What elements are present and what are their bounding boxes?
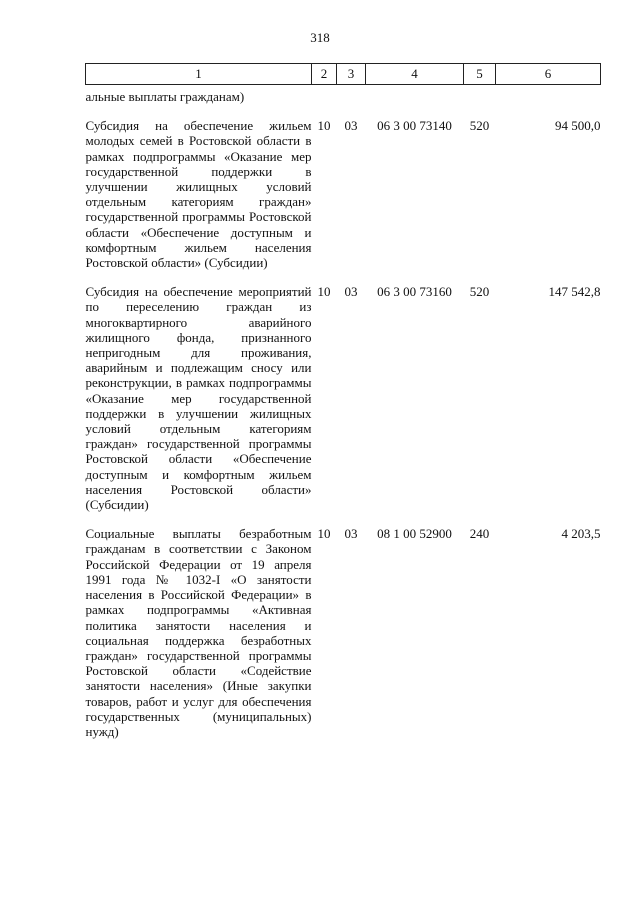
table-row <box>86 104 601 270</box>
table-row <box>86 270 601 512</box>
row-csr: 06 3 00 73160 <box>377 284 452 300</box>
row-rz: 10 <box>317 526 331 542</box>
row-pr: 03 <box>344 118 358 134</box>
row-vr: 520 <box>469 118 490 134</box>
row-description: Субсидия на обеспечение жильем молодых семей в Ростовской области в рамках подпрограммы «Оказание мер государственной поддержки в улучшении жилищных условий отдельным категориям граждан» государственной программы Ростовской области «Обеспечение доступным и комфортным жильем населения Ростовской области» (Субсидии) <box>85 118 312 271</box>
row-vr: 240 <box>469 526 490 542</box>
row-amount: 4 203,5 <box>561 526 601 542</box>
header-row <box>86 64 601 85</box>
row-rz: 10 <box>317 284 331 300</box>
table-row <box>86 512 601 739</box>
column-header-1: 1 <box>86 64 312 85</box>
column-header-4: 4 <box>366 64 464 85</box>
column-header-3: 3 <box>337 64 366 85</box>
row-amount: 94 500,0 <box>555 118 601 134</box>
row-amount: 147 542,8 <box>548 284 601 300</box>
carryover-text: альные выплаты гражданам) <box>85 89 245 104</box>
row-description: Социальные выплаты безработным гражданам в соответствии с Законом Российской Федерации от 19 апреля 1991 года № 1032-I «О занятости населения в Российской Федерации» в рамках подпрограммы «Активная политика занятости населения и социальная поддержка безработных граждан» государственной программы Ростовской области «Содействие занятости населения» (Иные закупки товаров, работ и услуг для обеспечения государственных (муниципальных) нужд) <box>85 526 312 739</box>
row-vr: 520 <box>469 284 490 300</box>
column-header-2: 2 <box>312 64 337 85</box>
row-csr: 08 1 00 52900 <box>377 526 452 542</box>
row-pr: 03 <box>344 526 358 542</box>
page-number: 318 <box>310 30 330 45</box>
carryover-row <box>86 85 601 105</box>
row-csr: 06 3 00 73140 <box>377 118 452 134</box>
row-pr: 03 <box>344 284 358 300</box>
column-header-6: 6 <box>496 64 601 85</box>
budget-table <box>85 63 601 739</box>
row-description: Субсидия на обеспечение мероприятий по переселению граждан из многоквартирного аварийного жилищного фонда, признанного непригодным для проживания, аварийным и подлежащим сносу или реконструкции, в рамках подпрограммы «Оказание мер государственной поддержки в улучшении жилищных условий отдельным категориям граждан» государственной программы Ростовской области «Обеспечение доступным и комфортным жильем населения Ростовской области» (Субсидии) <box>85 284 312 513</box>
column-header-5: 5 <box>464 64 496 85</box>
row-rz: 10 <box>317 118 331 134</box>
